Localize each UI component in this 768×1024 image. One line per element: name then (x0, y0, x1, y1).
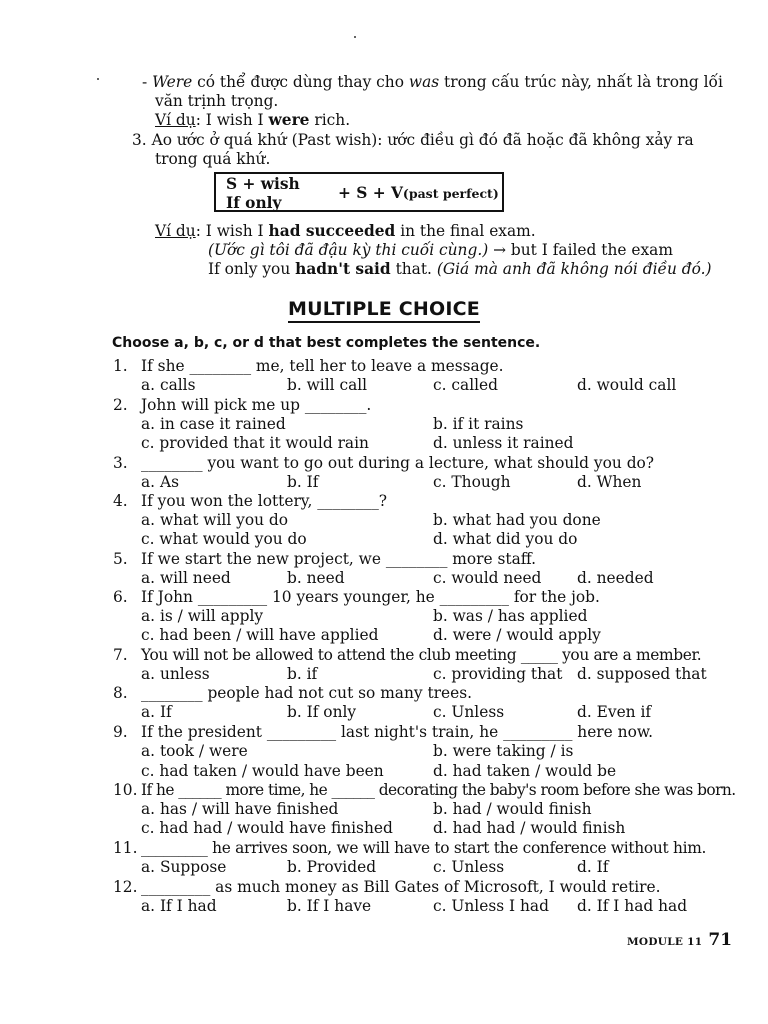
question-text: _________ he arrives soon, we will have to start the conference without him. (141, 839, 707, 857)
question-text: If he ______ more time, he ______ decorating the baby's room before she was born. (141, 781, 736, 799)
past-wish-heading-line-2: trong quá khứ. (155, 150, 271, 168)
question-number: 6. (113, 588, 128, 606)
option-b[interactable]: b. if (287, 665, 318, 683)
option-a[interactable]: a. If I had (141, 897, 217, 915)
past-wish-heading: 3. Ao ước ở quá khứ (Past wish): ước điều gì đó đã hoặc đã không xảy ra (132, 131, 694, 149)
option-c[interactable]: c. would need (433, 569, 542, 587)
question-text: John will pick me up ________. (141, 396, 372, 414)
option-a[interactable]: a. Suppose (141, 858, 227, 876)
option-b[interactable]: b. If (287, 473, 319, 491)
option-d[interactable]: d. what did you do (433, 530, 578, 548)
example-2: Ví dụ: I wish I had succeeded in the final exam. (155, 222, 536, 240)
option-d[interactable]: d. unless it rained (433, 434, 574, 452)
question-text: If we start the new project, we ________ more staff. (141, 550, 537, 568)
option-c[interactable]: c. Unless (433, 858, 505, 876)
option-c[interactable]: c. Unless I had (433, 897, 549, 915)
option-a[interactable]: a. what will you do (141, 511, 289, 529)
formula-verb: + S + V(past perfect) (338, 184, 499, 202)
section-title: MULTIPLE CHOICE (0, 298, 768, 320)
option-d[interactable]: d. needed (577, 569, 654, 587)
option-b[interactable]: b. If I have (287, 897, 372, 915)
option-d[interactable]: d. Even if (577, 703, 652, 721)
option-d[interactable]: d. had taken / would be (433, 762, 617, 780)
option-c[interactable]: c. provided that it would rain (141, 434, 369, 452)
question-number: 4. (113, 492, 128, 510)
question-text: ________ people had not cut so many trees. (141, 684, 473, 702)
formula-subject: S + wish If only (226, 175, 300, 212)
were-note-line-1: - Were có thể được dùng thay cho was trong cấu trúc này, nhất là trong lối (142, 73, 723, 91)
option-d[interactable]: d. If I had had (577, 897, 688, 915)
option-b[interactable]: b. had / would finish (433, 800, 592, 818)
option-a[interactable]: a. calls (141, 376, 196, 394)
question-text: If the president _________ last night's train, he _________ here now. (141, 723, 654, 741)
question-number: 12. (113, 878, 138, 896)
option-c[interactable]: c. had had / would have finished (141, 819, 393, 837)
page-footer (627, 930, 732, 950)
page-number: 71 (708, 930, 733, 950)
option-d[interactable]: d. supposed that (577, 665, 707, 683)
question-number: 3. (113, 454, 128, 472)
question-text: If John _________ 10 years younger, he _________ for the job. (141, 588, 600, 606)
formula-box (214, 172, 504, 212)
option-b[interactable]: b. need (287, 569, 345, 587)
question-text: _________ as much money as Bill Gates of Microsoft, I would retire. (141, 878, 661, 896)
option-a[interactable]: a. If (141, 703, 172, 721)
option-d[interactable]: d. If (577, 858, 609, 876)
question-text: You will not be allowed to attend the club meeting _____ you are a member. (141, 646, 702, 664)
option-b[interactable]: b. was / has applied (433, 607, 588, 625)
option-c[interactable]: c. Though (433, 473, 511, 491)
example-1: Ví dụ: I wish I were rich. (155, 111, 351, 129)
question-number: 2. (113, 396, 128, 414)
module-label: MODULE 11 (627, 936, 703, 948)
option-b[interactable]: b. will call (287, 376, 368, 394)
example-3: If only you hadn't said that. (Giá mà anh đã không nói điều đó.) (208, 260, 712, 278)
option-c[interactable]: c. providing that (433, 665, 563, 683)
question-number: 5. (113, 550, 128, 568)
option-a[interactable]: a. will need (141, 569, 231, 587)
question-number: 11. (113, 839, 138, 857)
option-a[interactable]: a. has / will have finished (141, 800, 339, 818)
option-c[interactable]: c. Unless (433, 703, 505, 721)
option-b[interactable]: b. if it rains (433, 415, 524, 433)
were-note-line-2: văn trịnh trọng. (155, 92, 279, 110)
question-text: ________ you want to go out during a lecture, what should you do? (141, 454, 655, 472)
question-number: 8. (113, 684, 128, 702)
option-a[interactable]: a. took / were (141, 742, 248, 760)
example-2-translation: (Ước gì tôi đã đậu kỳ thi cuối cùng.) → but I failed the exam (208, 241, 673, 259)
option-b[interactable]: b. were taking / is (433, 742, 574, 760)
option-b[interactable]: b. what had you done (433, 511, 601, 529)
option-a[interactable]: a. is / will apply (141, 607, 264, 625)
option-c[interactable]: c. had been / will have applied (141, 626, 379, 644)
question-text: If she ________ me, tell her to leave a message. (141, 357, 504, 375)
question-text: If you won the lottery, ________? (141, 492, 388, 510)
option-b[interactable]: b. If only (287, 703, 357, 721)
option-c[interactable]: c. called (433, 376, 499, 394)
question-number: 9. (113, 723, 128, 741)
question-number: 7. (113, 646, 128, 664)
option-d[interactable]: d. were / would apply (433, 626, 601, 644)
option-a[interactable]: a. unless (141, 665, 210, 683)
option-d[interactable]: d. would call (577, 376, 677, 394)
option-d[interactable]: d. had had / would finish (433, 819, 626, 837)
option-a[interactable]: a. in case it rained (141, 415, 286, 433)
option-b[interactable]: b. Provided (287, 858, 377, 876)
scan-speck (97, 78, 99, 80)
scan-speck (354, 36, 356, 38)
option-c[interactable]: c. what would you do (141, 530, 307, 548)
question-number: 10. (113, 781, 138, 799)
option-c[interactable]: c. had taken / would have been (141, 762, 384, 780)
option-a[interactable]: a. As (141, 473, 179, 491)
instructions: Choose a, b, c, or d that best completes the sentence. (112, 335, 541, 351)
question-number: 1. (113, 357, 128, 375)
option-d[interactable]: d. When (577, 473, 642, 491)
